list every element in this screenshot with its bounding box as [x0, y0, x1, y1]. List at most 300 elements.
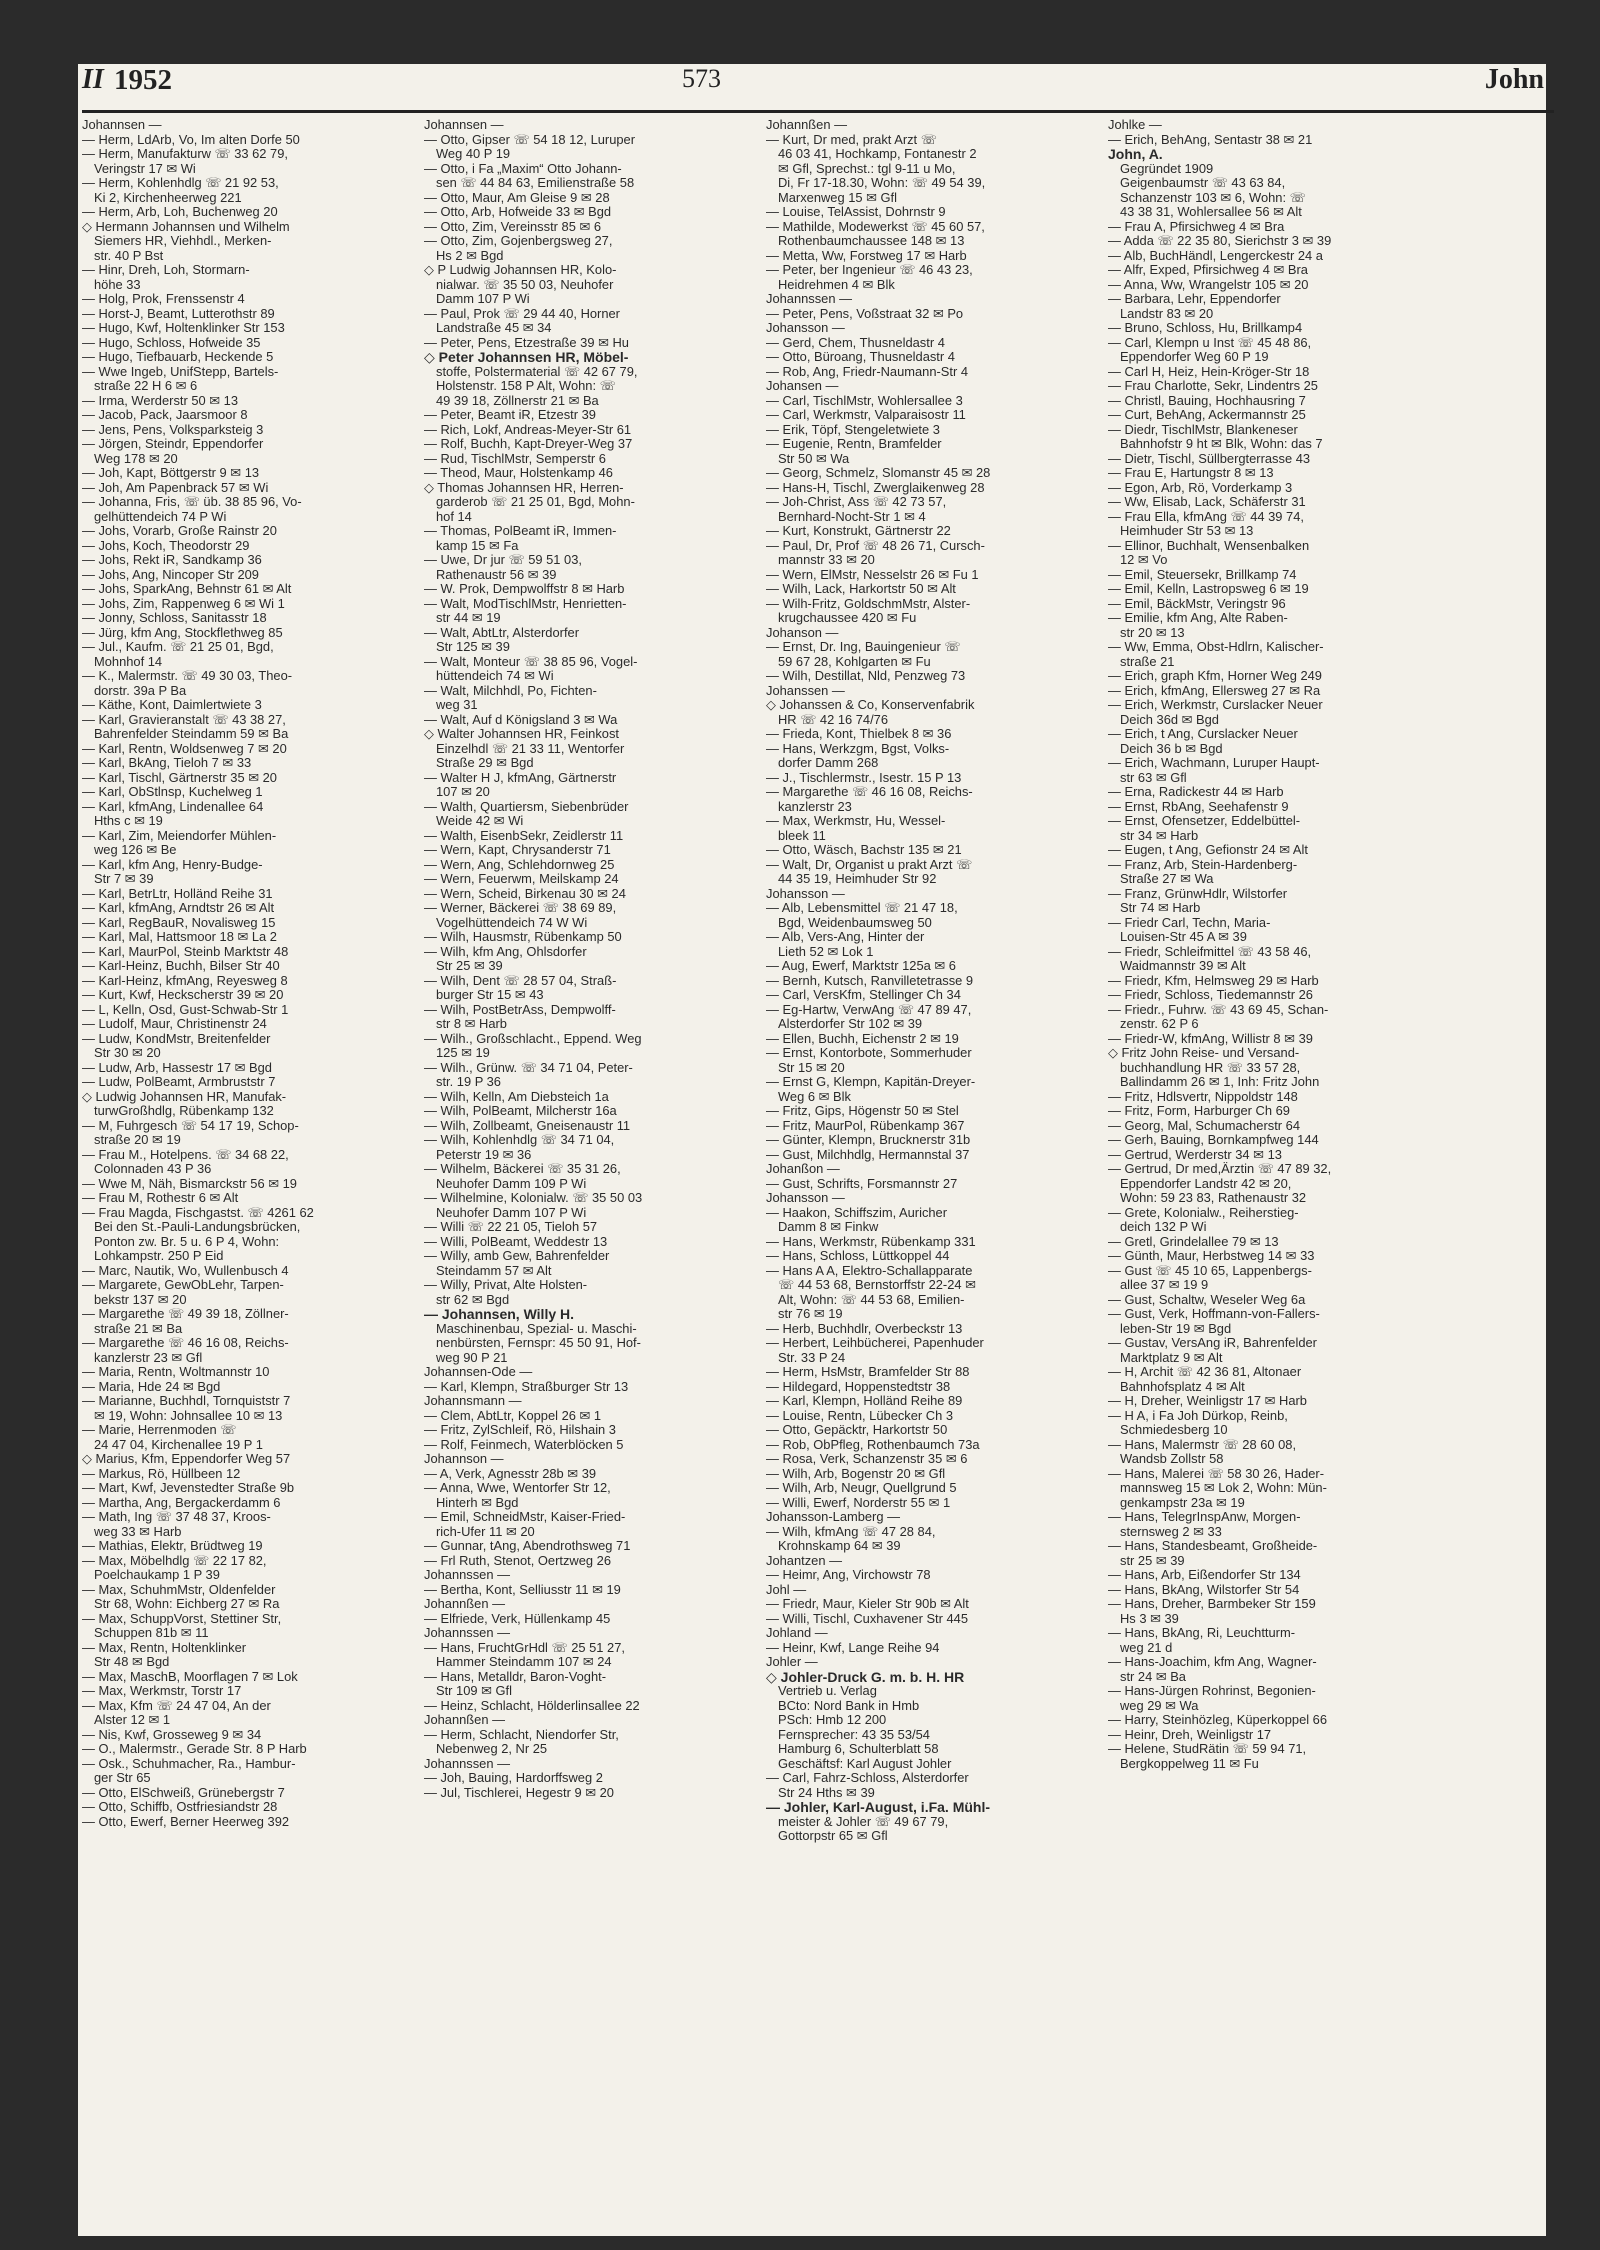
- directory-line: leben-Str 19 ✉ Bgd: [1120, 1321, 1232, 1336]
- directory-line: — Johs, SparkAng, Behnstr 61 ✉ Alt: [82, 582, 292, 596]
- directory-line: Johannson —: [424, 1452, 504, 1466]
- directory-line: — Margarethe ☏ 49 39 18, Zöllner-: [82, 1307, 289, 1321]
- directory-line: Alsterdorfer Str 102 ✉ 39: [778, 1017, 923, 1031]
- directory-line: — Hans, Standesbeamt, Großheide-: [1108, 1539, 1318, 1553]
- directory-line: — Paul, Prok ☏ 29 44 40, Horner: [424, 306, 620, 321]
- directory-line: — Walt, Milchhdl, Po, Fichten-: [424, 683, 597, 698]
- directory-line: — Horst-J, Beamt, Lutterothstr 89: [82, 306, 275, 321]
- directory-line: Bei den St.-Pauli-Landungsbrücken,: [94, 1220, 301, 1234]
- directory-line: Deich 36 b ✉ Bgd: [1120, 741, 1223, 756]
- directory-line: Geschäftsf: Karl August Johler: [778, 1756, 952, 1771]
- directory-line: — Jonny, Schloss, Sanitasstr 18: [82, 611, 267, 625]
- directory-line: — Osk., Schuhmacher, Ra., Hambur-: [82, 1756, 296, 1771]
- directory-line: — Maria, Hde 24 ✉ Bgd: [82, 1379, 221, 1394]
- directory-line: ✉ 19, Wohn: Johnsallee 10 ✉ 13: [94, 1408, 283, 1423]
- directory-line: — Walter H J, kfmAng, Gärtnerstr: [424, 770, 617, 785]
- directory-line: Alster 12 ✉ 1: [94, 1713, 171, 1727]
- directory-line: — Otto, Maur, Am Gleise 9 ✉ 28: [424, 190, 610, 205]
- directory-line: — Otto, Gepäcktr, Harkortstr 50: [766, 1423, 948, 1437]
- directory-line: — Curt, BehAng, Ackermannstr 25: [1108, 408, 1306, 422]
- directory-line: — Max, Werkmstr, Torstr 17: [82, 1684, 242, 1698]
- directory-line: — Erich, Werkmstr, Curslacker Neuer: [1108, 698, 1323, 712]
- directory-line: Str 125 ✉ 39: [436, 640, 510, 654]
- directory-line: — Ww, Emma, Obst-Hdlrn, Kalischer-: [1108, 640, 1324, 654]
- directory-line: — Paul, Dr, Prof ☏ 48 26 71, Cursch-: [766, 538, 985, 553]
- directory-line: — Carl, Klempn u Inst ☏ 45 48 86,: [1108, 335, 1312, 350]
- directory-line: — Fritz, Gips, Högenstr 50 ✉ Stel: [766, 1104, 959, 1118]
- directory-line: Eppendorfer Weg 60 P 19: [1120, 350, 1269, 364]
- directory-line: — Frau E, Hartungstr 8 ✉ 13: [1108, 466, 1274, 480]
- directory-line: Damm 8 ✉ Finkw: [778, 1220, 879, 1234]
- directory-line: — Erich, Wachmann, Luruper Haupt-: [1108, 756, 1320, 770]
- directory-line: — K., Malermstr. ☏ 49 30 03, Theo-: [82, 669, 293, 683]
- directory-line: — Fritz, Form, Harburger Ch 69: [1108, 1104, 1290, 1118]
- directory-line: Bergkoppelweg 11 ✉ Fu: [1120, 1756, 1259, 1771]
- directory-line: Schuppen 81b ✉ 11: [94, 1626, 209, 1640]
- directory-line: — Walt, ModTischlMstr, Henrietten-: [424, 596, 627, 611]
- directory-line: — Wilh, Hausmstr, Rübenkamp 50: [424, 930, 622, 944]
- directory-line: — Bernh, Kutsch, Ranvilletetrasse 9: [766, 973, 974, 988]
- directory-line: — Emilie, kfm Ang, Alte Raben-: [1108, 611, 1288, 625]
- directory-line: — Joh-Christ, Ass ☏ 42 73 57,: [766, 495, 947, 509]
- column-4: [1108, 118, 1440, 1938]
- directory-line: — Karl, Zim, Meiendorfer Mühlen-: [82, 828, 277, 843]
- directory-line: ◇ Johler-Druck G. m. b. H. HR: [766, 1669, 965, 1684]
- directory-line: buchhandlung HR ☏ 33 57 28,: [1120, 1060, 1301, 1075]
- directory-line: — Diedr, TischlMstr, Blankeneser: [1108, 422, 1298, 437]
- directory-line: Gegründet 1909: [1120, 161, 1214, 176]
- directory-line: Vertrieb u. Verlag: [778, 1684, 877, 1698]
- directory-line: kanzlerstr 23 ✉ Gfl: [94, 1350, 203, 1365]
- directory-line: Johanßon —: [766, 1162, 840, 1176]
- directory-line: Rothenbaumchaussee 148 ✉ 13: [778, 234, 965, 248]
- directory-line: straße 20 ✉ 19: [94, 1133, 181, 1147]
- directory-line: Schmiedesberg 10: [1120, 1423, 1228, 1437]
- directory-line: — Wilh, Arb, Neugr, Quellgrund 5: [766, 1481, 957, 1495]
- directory-line: — J., Tischlermstr., Isestr. 15 P 13: [766, 770, 962, 785]
- directory-line: — Rud, TischlMstr, Semperstr 6: [424, 451, 606, 466]
- directory-line: — Eg-Hartw, VerwAng ☏ 47 89 47,: [766, 1002, 972, 1017]
- directory-line: — Mathias, Elektr, Brüdtweg 19: [82, 1539, 263, 1553]
- directory-line: — Rob, Ang, Friedr-Naumann-Str 4: [766, 364, 969, 379]
- directory-line: Louisen-Str 45 A ✉ 39: [1120, 930, 1247, 944]
- directory-line: — Hans, Malerei ☏ 58 30 26, Hader-: [1108, 1466, 1325, 1481]
- directory-line: turwGroßhdlg, Rübenkamp 132: [94, 1104, 274, 1118]
- directory-line: — Friedr, Schloss, Tiedemannstr 26: [1108, 988, 1313, 1002]
- directory-line: nenbürsten, Fernspr: 45 50 91, Hof-: [436, 1336, 641, 1350]
- directory-line: — Georg, Mal, Schumacherstr 64: [1108, 1118, 1300, 1133]
- directory-line: — Max, MaschB, Moorflagen 7 ✉ Lok: [82, 1669, 298, 1684]
- directory-line: — Hans, Schloss, Lüttkoppel 44: [766, 1249, 950, 1263]
- directory-line: — Ernst G, Klempn, Kapitän-Dreyer-: [766, 1075, 976, 1089]
- directory-line: — Hans, BkAng, Wilstorfer Str 54: [1108, 1582, 1300, 1597]
- directory-line: — Frau Ella, kfmAng ☏ 44 39 74,: [1108, 509, 1304, 524]
- directory-line: Str 48 ✉ Bgd: [94, 1655, 170, 1669]
- directory-line: ◇ Fritz John Reise- und Versand-: [1108, 1046, 1300, 1060]
- directory-line: — Franz, Arb, Stein-Hardenberg-: [1108, 857, 1298, 872]
- directory-line: — Karl, Klempn, Straßburger Str 13: [424, 1379, 629, 1394]
- directory-line: — Rob, ObPfleg, Rothenbaumch 73a: [766, 1437, 980, 1452]
- directory-line: — Wern, Kapt, Chrysanderstr 71: [424, 843, 611, 857]
- directory-line: — Hans, Werkmstr, Rübenkamp 331: [766, 1234, 976, 1249]
- directory-line: — Hugo, Tiefbauarb, Heckende 5: [82, 350, 274, 364]
- directory-line: Weg 6 ✉ Blk: [778, 1089, 851, 1104]
- directory-line: — Karl, RegBauR, Novalisweg 15: [82, 915, 276, 930]
- directory-line: Waidmannstr 39 ✉ Alt: [1120, 959, 1246, 973]
- directory-line: Weg 178 ✉ 20: [94, 451, 178, 466]
- directory-line: bleek 11: [778, 828, 826, 843]
- directory-line: — Alfr, Exped, Pfirsichweg 4 ✉ Bra: [1108, 263, 1308, 277]
- directory-line: — Otto, i Fa „Maxim“ Otto Johann-: [424, 161, 622, 176]
- directory-line: 44 35 19, Heimhuder Str 92: [778, 872, 937, 886]
- directory-line: — Carl, VersKfm, Stellinger Ch 34: [766, 988, 961, 1002]
- directory-line: — Margarete, GewObLehr, Tarpen-: [82, 1278, 284, 1292]
- directory-line: Bahnhofsplatz 4 ✉ Alt: [1120, 1379, 1245, 1394]
- directory-line: — Ludw, Arb, Hassestr 17 ✉ Bgd: [82, 1060, 272, 1075]
- directory-line: Bahrenfelder Steindamm 59 ✉ Ba: [94, 727, 289, 741]
- directory-line: — Erik, Töpf, Stengeletwiete 3: [766, 422, 940, 437]
- directory-line: — Willi, Tischl, Cuxhavener Str 445: [766, 1611, 969, 1626]
- directory-line: Marxenweg 15 ✉ Gfl: [778, 190, 897, 205]
- directory-line: — Wern, Ang, Schlehdornweg 25: [424, 857, 615, 872]
- directory-line: — Willi ☏ 22 21 05, Tieloh 57: [424, 1220, 598, 1234]
- directory-line: — Emil, SchneidMstr, Kaiser-Fried-: [424, 1510, 626, 1524]
- directory-line: — Willi, PolBeamt, Weddestr 13: [424, 1234, 608, 1249]
- directory-line: Lohkampstr. 250 P Eid: [94, 1249, 224, 1263]
- directory-line: — Max, Möbelhdlg ☏ 22 17 82,: [82, 1553, 267, 1568]
- directory-line: gelhüttendeich 74 P Wi: [94, 509, 227, 524]
- directory-line: Marktplatz 9 ✉ Alt: [1120, 1350, 1223, 1365]
- directory-line: — Dietr, Tischl, Süllbergterrasse 43: [1108, 451, 1311, 466]
- directory-line: — Max, SchuhmMstr, Oldenfelder: [82, 1582, 276, 1597]
- directory-line: — Maria, Rentn, Woltmannstr 10: [82, 1365, 270, 1379]
- directory-line: — Peter, Pens, Voßstraat 32 ✉ Po: [766, 306, 964, 321]
- directory-line: Johannsen-Ode —: [424, 1365, 533, 1379]
- directory-line: Str 68, Wohn: Eichberg 27 ✉ Ra: [94, 1597, 280, 1611]
- directory-line: — Marianne, Buchhdl, Tornquiststr 7: [82, 1394, 291, 1408]
- directory-line: Johlke —: [1108, 118, 1162, 132]
- directory-line: Damm 107 P Wi: [436, 292, 530, 306]
- directory-line: — Johs, Zim, Rappenweg 6 ✉ Wi 1: [82, 596, 285, 611]
- directory-line: — Wilh, Zollbeamt, Gneisenaustr 11: [424, 1118, 631, 1133]
- directory-line: 49 39 18, Zöllnerstr 21 ✉ Ba: [436, 393, 599, 408]
- directory-line: Landstraße 45 ✉ 34: [436, 321, 552, 335]
- directory-line: — Frl Ruth, Stenot, Oertzweg 26: [424, 1553, 611, 1568]
- directory-line: — Wilh., Großschlacht., Eppend. Weg: [424, 1031, 642, 1046]
- directory-line: — Karl, MaurPol, Steinb Marktstr 48: [82, 944, 289, 959]
- directory-line: Johannsmann —: [424, 1394, 522, 1408]
- directory-line: — Frau M., Hotelpens. ☏ 34 68 22,: [82, 1147, 289, 1162]
- directory-line: bekstr 137 ✉ 20: [94, 1292, 187, 1307]
- directory-line: — Markus, Rö, Hüllbeen 12: [82, 1466, 241, 1481]
- directory-line: — Wilh, kfmAng ☏ 47 28 84,: [766, 1524, 936, 1539]
- directory-line: Di, Fr 17-18.30, Wohn: ☏ 49 54 39,: [778, 176, 986, 190]
- directory-line: — Herm, Schlacht, Niendorfer Str,: [424, 1727, 619, 1742]
- running-head: John: [1484, 64, 1544, 95]
- directory-line: — Barbara, Lehr, Eppendorfer: [1108, 292, 1281, 306]
- directory-line: straße 21: [1120, 654, 1175, 669]
- directory-line: — Hinr, Dreh, Loh, Stormarn-: [82, 263, 250, 277]
- directory-line: ◇ Peter Johannsen HR, Möbel-: [424, 350, 629, 365]
- directory-line: Johl —: [766, 1582, 807, 1597]
- directory-line: — Willi, Ewerf, Norderstr 55 ✉ 1: [766, 1495, 951, 1510]
- directory-line: ◇ Hermann Johannsen und Wilhelm: [82, 219, 290, 234]
- directory-line: — Georg, Schmelz, Slomanstr 45 ✉ 28: [766, 466, 991, 480]
- directory-line: Str. 33 P 24: [778, 1350, 846, 1365]
- directory-line: — Jul., Kaufm. ☏ 21 25 01, Bgd,: [82, 640, 274, 654]
- directory-line: — Hans-Jürgen Rohrinst, Begonien-: [1108, 1684, 1316, 1698]
- directory-line: — Kurt, Kwf, Heckscherstr 39 ✉ 20: [82, 988, 284, 1002]
- directory-line: — Karl, Tischl, Gärtnerstr 35 ✉ 20: [82, 770, 277, 785]
- directory-line: Alt, Wohn: ☏ 44 53 68, Emilien-: [778, 1292, 965, 1307]
- directory-line: Colonnaden 43 P 36: [94, 1162, 212, 1176]
- directory-line: — Herm, Manufakturw ☏ 33 62 79,: [82, 147, 288, 161]
- directory-line: — Franz, GrünwHdlr, Wilstorfer: [1108, 886, 1288, 901]
- directory-line: — Hans-Joachim, kfm Ang, Wagner-: [1108, 1655, 1317, 1669]
- directory-line: — Hans, BkAng, Ri, Leuchtturm-: [1108, 1626, 1295, 1640]
- directory-line: — Herbert, Leihbücherei, Papenhuder: [766, 1336, 984, 1350]
- directory-line: — Friedr, Schleifmittel ☏ 43 58 46,: [1108, 944, 1312, 959]
- directory-line: str 34 ✉ Harb: [1120, 828, 1199, 843]
- directory-line: Neuhofer Damm 109 P Wi: [436, 1176, 587, 1191]
- directory-line: — Hans, Werkzgm, Bgst, Volks-: [766, 741, 950, 756]
- directory-line: Veringstr 17 ✉ Wi: [94, 161, 196, 176]
- directory-line: — Friedr-W, kfmAng, Willistr 8 ✉ 39: [1108, 1031, 1313, 1046]
- directory-line: Johansson —: [766, 321, 845, 335]
- directory-line: — Hugo, Kwf, Holtenklinker Str 153: [82, 321, 285, 335]
- directory-line: — Frau Charlotte, Sekr, Lindentrs 25: [1108, 379, 1318, 393]
- directory-line: Ponton zw. Br. 5 u. 6 P 4, Wohn:: [94, 1234, 280, 1249]
- directory-line: — Hugo, Schloss, Hofweide 35: [82, 335, 261, 350]
- year-label: 1952: [114, 64, 172, 96]
- directory-line: — Karl, BkAng, Tieloh 7 ✉ 33: [82, 756, 252, 770]
- directory-line: — Metta, Ww, Forstweg 17 ✉ Harb: [766, 248, 967, 263]
- directory-line: — Walt, AbtLtr, Alsterdorfer: [424, 625, 579, 640]
- directory-line: — Wilh, Dent ☏ 28 57 04, Straß-: [424, 973, 617, 988]
- directory-line: — Wilh, Lack, Harkortstr 50 ✉ Alt: [766, 582, 956, 596]
- directory-line: — Peter, Pens, Etzestraße 39 ✉ Hu: [424, 335, 629, 350]
- directory-line: Johland —: [766, 1626, 828, 1640]
- directory-line: — Willy, amb Gew, Bahrenfelder: [424, 1249, 610, 1263]
- directory-line: hof 14: [436, 509, 472, 524]
- directory-line: — Walt, Auf d Königsland 3 ✉ Wa: [424, 712, 618, 727]
- directory-line: burger Str 15 ✉ 43: [436, 988, 544, 1002]
- directory-line: Krohnskamp 64 ✉ 39: [778, 1539, 901, 1553]
- directory-line: str 20 ✉ 13: [1120, 625, 1185, 640]
- directory-line: — Clem, AbtLtr, Koppel 26 ✉ 1: [424, 1408, 602, 1423]
- directory-line: Johanson —: [766, 625, 839, 640]
- directory-line: Johannsen —: [82, 118, 162, 132]
- directory-line: ◇ Thomas Johannsen HR, Herren-: [424, 480, 624, 495]
- directory-line: BCto: Nord Bank in Hmb: [778, 1698, 920, 1713]
- directory-line: — Heinr, Dreh, Weinligstr 17: [1108, 1727, 1272, 1742]
- directory-line: Str 109 ✉ Gfl: [436, 1684, 512, 1698]
- directory-line: — Otto, Gipser ☏ 54 18 12, Luruper: [424, 132, 636, 147]
- directory-line: — Hans, TelegrInspAnw, Morgen-: [1108, 1510, 1301, 1524]
- directory-line: — Ludw, KondMstr, Breitenfelder: [82, 1031, 271, 1046]
- directory-line: zenstr. 62 P 6: [1120, 1017, 1199, 1031]
- column-1: [82, 118, 414, 1938]
- directory-line: str 44 ✉ 19: [436, 611, 501, 625]
- directory-line: — Margarethe ☏ 46 16 08, Reichs-: [766, 785, 973, 799]
- directory-line: — Wilhelm, Bäckerei ☏ 35 31 26,: [424, 1162, 621, 1176]
- directory-line: — Wilh, PostBetrAss, Dempwolff-: [424, 1002, 616, 1017]
- directory-line: — Gerh, Bauing, Bornkampfweg 144: [1108, 1133, 1319, 1147]
- directory-line: — Wilhelmine, Kolonialw. ☏ 35 50 03: [424, 1191, 643, 1205]
- directory-line: — Otto, Arb, Hofweide 33 ✉ Bgd: [424, 205, 612, 219]
- directory-line: Johansson-Lamberg —: [766, 1510, 900, 1524]
- directory-line: Hammer Steindamm 107 ✉ 24: [436, 1655, 612, 1669]
- directory-line: — Karl, ObStlnsp, Kuchelweg 1: [82, 785, 263, 799]
- directory-line: Johler —: [766, 1655, 818, 1669]
- directory-line: — Walt, Monteur ☏ 38 85 96, Vogel-: [424, 654, 638, 669]
- directory-line: — Friedr, Kfm, Helmsweg 29 ✉ Harb: [1108, 973, 1319, 988]
- directory-line: Wandsb Zollstr 58: [1120, 1452, 1224, 1466]
- directory-line: — Gust, Schrifts, Forsmannstr 27: [766, 1176, 958, 1191]
- directory-line: — H A, i Fa Joh Dürkop, Reinb,: [1108, 1408, 1288, 1423]
- directory-line: — Hans, Metalldr, Baron-Voght-: [424, 1669, 606, 1684]
- directory-line: straße 22 H 6 ✉ 6: [94, 379, 198, 393]
- directory-line: — Johler, Karl-August, i.Fa. Mühl-: [766, 1800, 991, 1815]
- directory-line: weg 126 ✉ Be: [94, 843, 177, 857]
- page-header: [82, 64, 1550, 106]
- directory-line: — Gertrud, Dr med,Ärztin ☏ 47 89 32,: [1108, 1162, 1332, 1176]
- directory-line: — Ernst, Dr. Ing, Bauingenieur ☏: [766, 640, 961, 654]
- directory-line: — Peter, ber Ingenieur ☏ 46 43 23,: [766, 263, 973, 277]
- directory-line: — Wilh, PolBeamt, Milcherstr 16a: [424, 1104, 617, 1118]
- directory-line: — Otto, ElSchweiß, Grünebergstr 7: [82, 1785, 285, 1800]
- directory-line: — Marc, Nautik, Wo, Wullenbusch 4: [82, 1263, 289, 1278]
- directory-line: — Math, Ing ☏ 37 48 37, Kroos-: [82, 1510, 271, 1524]
- directory-line: — Anna, Ww, Wrangelstr 105 ✉ 20: [1108, 277, 1309, 292]
- directory-line: Str 24 Hths ✉ 39: [778, 1785, 875, 1800]
- directory-line: — Ludw, PolBeamt, Armbruststr 7: [82, 1075, 276, 1089]
- directory-line: — Wilh., Grünw. ☏ 34 71 04, Peter-: [424, 1060, 633, 1075]
- directory-line: Schanzenstr 103 ✉ 6, Wohn: ☏: [1120, 190, 1306, 205]
- directory-line: Heimhuder Str 53 ✉ 13: [1120, 524, 1254, 538]
- directory-line: mannstr 33 ✉ 20: [778, 553, 875, 567]
- directory-line: — Gustav, VersAng iR, Bahrenfelder: [1108, 1336, 1317, 1350]
- directory-line: — Frau A, Pfirsichweg 4 ✉ Bra: [1108, 219, 1285, 234]
- directory-line: str. 40 P Bst: [94, 248, 164, 263]
- directory-line: — Haakon, Schiffszim, Auricher: [766, 1205, 948, 1220]
- directory-line: — Friedr Carl, Techn, Maria-: [1108, 915, 1271, 930]
- directory-line: — Hans-H, Tischl, Zwerglaikenweg 28: [766, 480, 985, 495]
- directory-line: — Johs, Koch, Theodorstr 29: [82, 538, 250, 553]
- directory-line: weg 90 P 21: [436, 1350, 508, 1365]
- directory-line: — Grete, Kolonialw., Reiherstieg-: [1108, 1205, 1299, 1220]
- directory-line: Holstenstr. 158 P Alt, Wohn: ☏: [436, 379, 616, 393]
- directory-line: hüttendeich 74 ✉ Wi: [436, 669, 554, 683]
- column-3: [766, 118, 1098, 1938]
- directory-line: weg 21 d: [1120, 1640, 1173, 1655]
- directory-line: — Gust, Milchhdlg, Hermannstal 37: [766, 1147, 970, 1162]
- directory-line: allee 37 ✉ 19 9: [1120, 1278, 1209, 1292]
- directory-line: — Friedr., Fuhrw. ☏ 43 69 45, Schan-: [1108, 1002, 1329, 1017]
- directory-line: nialwar. ☏ 35 50 03, Neuhofer: [436, 277, 614, 292]
- directory-line: Str 74 ✉ Harb: [1120, 901, 1201, 915]
- directory-line: — Frau Magda, Fischgastst. ☏ 4261 62: [82, 1205, 314, 1220]
- directory-line: deich 132 P Wi: [1120, 1220, 1207, 1234]
- directory-line: Maschinenbau, Spezial- u. Maschi-: [436, 1321, 637, 1336]
- directory-line: ✉ Gfl, Sprechst.: tgl 9-11 u Mo,: [778, 161, 956, 176]
- directory-line: — Theod, Maur, Holstenkamp 46: [424, 466, 613, 480]
- directory-line: — Jürg, kfm Ang, Stockflethweg 85: [82, 625, 283, 640]
- directory-line: Fernsprecher: 43 35 53/54: [778, 1727, 930, 1742]
- directory-line: — Thomas, PolBeamt iR, Immen-: [424, 524, 617, 538]
- directory-line: 12 ✉ Vo: [1120, 553, 1168, 567]
- directory-line: — Joh, Kapt, Böttgerstr 9 ✉ 13: [82, 466, 260, 480]
- directory-line: — Gust, Schaltw, Weseler Weg 6a: [1108, 1292, 1306, 1307]
- directory-line: — H, Archit ☏ 42 36 81, Altonaer: [1108, 1365, 1302, 1379]
- directory-line: — Rosa, Verk, Schanzenstr 35 ✉ 6: [766, 1452, 968, 1466]
- directory-line: — Karl, kfmAng, Lindenallee 64: [82, 799, 264, 814]
- directory-line: Gottorpstr 65 ✉ Gfl: [778, 1829, 888, 1843]
- directory-line: Johannsen —: [424, 118, 504, 132]
- directory-line: — Friedr, Maur, Kieler Str 90b ✉ Alt: [766, 1597, 969, 1611]
- directory-line: — Kurt, Konstrukt, Gärtnerstr 22: [766, 524, 951, 538]
- directory-line: weg 31: [436, 698, 478, 712]
- directory-line: — Joh, Am Papenbrack 57 ✉ Wi: [82, 480, 269, 495]
- directory-line: ger Str 65: [94, 1771, 151, 1785]
- directory-line: — Rolf, Buchh, Kapt-Dreyer-Weg 37: [424, 437, 633, 451]
- directory-line: — Erich, BehAng, Sentastr 38 ✉ 21: [1108, 132, 1313, 147]
- directory-line: Johannßen —: [424, 1597, 505, 1611]
- directory-line: Johansen —: [766, 379, 839, 393]
- directory-line: krugchaussee 420 ✉ Fu: [778, 611, 917, 625]
- directory-line: — Ernst, Kontorbote, Sommerhuder: [766, 1046, 972, 1060]
- directory-line: — Walth, EisenbSekr, Zeidlerstr 11: [424, 828, 624, 843]
- directory-line: — Herm, HsMstr, Bramfelder Str 88: [766, 1365, 970, 1379]
- directory-line: — O., Malermstr., Gerade Str. 8 P Harb: [82, 1742, 307, 1756]
- directory-line: Mohnhof 14: [94, 654, 163, 669]
- directory-line: Ki 2, Kirchenheerweg 221: [94, 190, 242, 205]
- directory-line: Hinterh ✉ Bgd: [436, 1495, 519, 1510]
- directory-line: — Karl, kfmAng, Arndtstr 26 ✉ Alt: [82, 901, 275, 915]
- directory-line: — Karl, Mal, Hattsmoor 18 ✉ La 2: [82, 930, 277, 944]
- directory-line: — Wern, Feuerwm, Meilskamp 24: [424, 872, 619, 886]
- directory-line: — Fritz, Hdlsvertr, Nippoldstr 148: [1108, 1089, 1298, 1104]
- directory-line: — Jul, Tischlerei, Hegestr 9 ✉ 20: [424, 1785, 614, 1800]
- directory-line: Rathenaustr 56 ✉ 39: [436, 567, 557, 582]
- directory-line: — Carl, Werkmstr, Valparaisostr 11: [766, 408, 966, 422]
- directory-line: Str 25 ✉ 39: [436, 959, 503, 973]
- directory-line: — Christl, Bauing, Hochhausring 7: [1108, 393, 1306, 408]
- directory-line: 43 38 31, Wohlersallee 56 ✉ Alt: [1120, 205, 1302, 219]
- directory-line: Hs 3 ✉ 39: [1120, 1611, 1179, 1626]
- directory-line: — Gust ☏ 45 10 65, Lappenbergs-: [1108, 1263, 1312, 1278]
- directory-line: — Hans A A, Elektro-Schallapparate: [766, 1263, 973, 1278]
- directory-line: — Carl H, Heiz, Hein-Kröger-Str 18: [1108, 364, 1310, 379]
- directory-line: — Johannsen, Willy H.: [424, 1307, 575, 1322]
- directory-line: Weide 42 ✉ Wi: [436, 814, 524, 828]
- directory-line: Landstr 83 ✉ 20: [1120, 306, 1214, 321]
- directory-line: — Werner, Bäckerei ☏ 38 69 89,: [424, 901, 617, 915]
- directory-line: — Herb, Buchhdlr, Overbeckstr 13: [766, 1321, 963, 1336]
- directory-line: Johantzen —: [766, 1553, 842, 1568]
- directory-line: Vogelhüttendeich 74 W Wi: [436, 915, 588, 930]
- directory-line: — Otto, Ewerf, Berner Heerweg 392: [82, 1814, 290, 1829]
- directory-line: — Gertrud, Werderstr 34 ✉ 13: [1108, 1147, 1282, 1162]
- directory-line: — Bertha, Kont, Selliusstr 11 ✉ 19: [424, 1582, 621, 1597]
- directory-line: — Hans, Arb, Eißendorfer Str 134: [1108, 1568, 1301, 1582]
- directory-line: — Kurt, Dr med, prakt Arzt ☏: [766, 132, 937, 147]
- directory-line: str 76 ✉ 19: [778, 1307, 843, 1321]
- directory-line: 59 67 28, Kohlgarten ✉ Fu: [778, 654, 931, 669]
- directory-line: Heidrehmen 4 ✉ Blk: [778, 277, 895, 292]
- directory-line: str 8 ✉ Harb: [436, 1017, 507, 1031]
- directory-line: Johansson —: [766, 1191, 845, 1205]
